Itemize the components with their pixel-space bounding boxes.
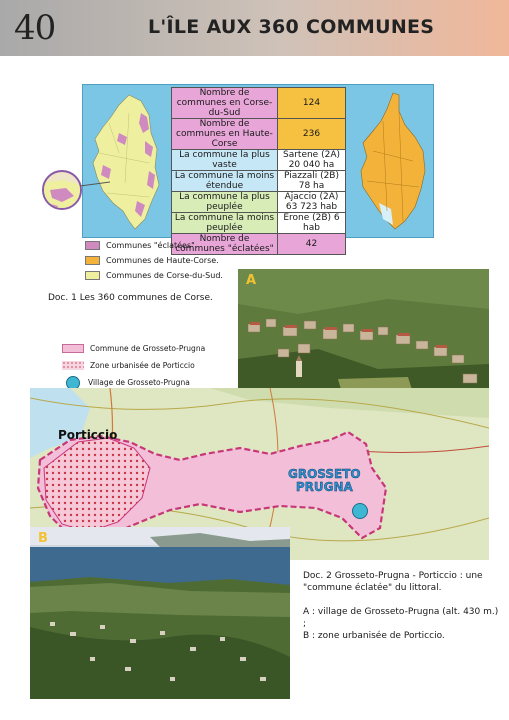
porticcio-label: Porticcio [58,428,118,442]
legend-item [85,238,223,253]
legend-swatch-haute-corse [85,256,100,265]
page-header [0,0,509,56]
table-cell-label: Nombre de communes "éclatées" [172,234,278,255]
doc2-caption-a: A : village de Grosseto-Prugna (alt. 430 m.) ; [303,607,499,629]
legend-label: Communes de Haute-Corse. [106,256,219,265]
doc2-legend [62,340,205,391]
corse-du-sud-map [89,93,167,231]
table-cell-label: Nombre de communes en Corse-du-Sud [172,88,278,119]
table-cell-value: Sartene (2A) 20 040 ha [278,150,346,171]
doc2-caption-title: Doc. 2 Grosseto-Prugna - Porticcio : une "commune éclatée" du littoral. [303,571,483,593]
grosseto-label [288,468,361,494]
legend-label: Village de Grosseto-Prugna [88,378,190,387]
table-cell-label: La commune la plus vaste [172,150,278,171]
legend-item [85,268,223,283]
table-cell-value: Erone (2B) 6 hab [278,213,346,234]
legend-swatch-eclatees [85,241,100,250]
doc2-caption-b: B : zone urbanisée de Porticcio. [303,631,445,641]
table-row [172,192,346,213]
photo-porticcio-urban-zone [30,527,290,699]
table-cell-value: Piazzali (2B) 78 ha [278,171,346,192]
page-number: 40 [14,8,56,48]
table-cell-value: Ajaccio (2A) 63 723 hab [278,192,346,213]
table-row [172,213,346,234]
page-title: L'ÎLE AUX 360 COMMUNES [148,16,435,38]
table-cell-value: 236 [278,119,346,150]
legend-item [62,340,205,357]
table-cell-label: Nombre de communes en Haute-Corse [172,119,278,150]
table-cell-value: 124 [278,88,346,119]
legend-label: Commune de Grosseto-Prugna [90,344,206,353]
zoom-connector-line [80,180,110,192]
legend-swatch-commune [62,344,84,353]
table-cell-label: La commune la moins étendue [172,171,278,192]
table-cell-value: 42 [278,234,346,255]
village-marker [352,503,368,519]
photo-b-letter: B [38,531,48,546]
legend-item [62,357,205,374]
table-row [172,88,346,119]
legend-label: Zone urbanisée de Porticcio [90,361,195,370]
table-row [172,119,346,150]
table-row [172,171,346,192]
grosseto-label-line2: PRUGNA [295,480,353,494]
legend-swatch-corse-du-sud [85,271,100,280]
legend-swatch-urban-zone [62,361,84,370]
haute-corse-map [353,91,431,231]
zoom-detail-circle [42,170,82,210]
communes-stats-table [171,87,346,255]
table-row [172,150,346,171]
grosseto-label-line1: GROSSETO [288,467,361,481]
doc1-legend [85,238,223,283]
photo-a-letter: A [246,273,257,288]
table-cell-label: La commune la moins peuplée [172,213,278,234]
legend-item [85,253,223,268]
legend-label: Communes de Corse-du-Sud. [106,271,223,280]
doc2-caption [303,570,503,642]
doc1-caption: Doc. 1 Les 360 communes de Corse. [48,293,213,303]
legend-label: Communes "éclatées". [106,241,198,250]
table-cell-label: La commune la plus peuplée [172,192,278,213]
